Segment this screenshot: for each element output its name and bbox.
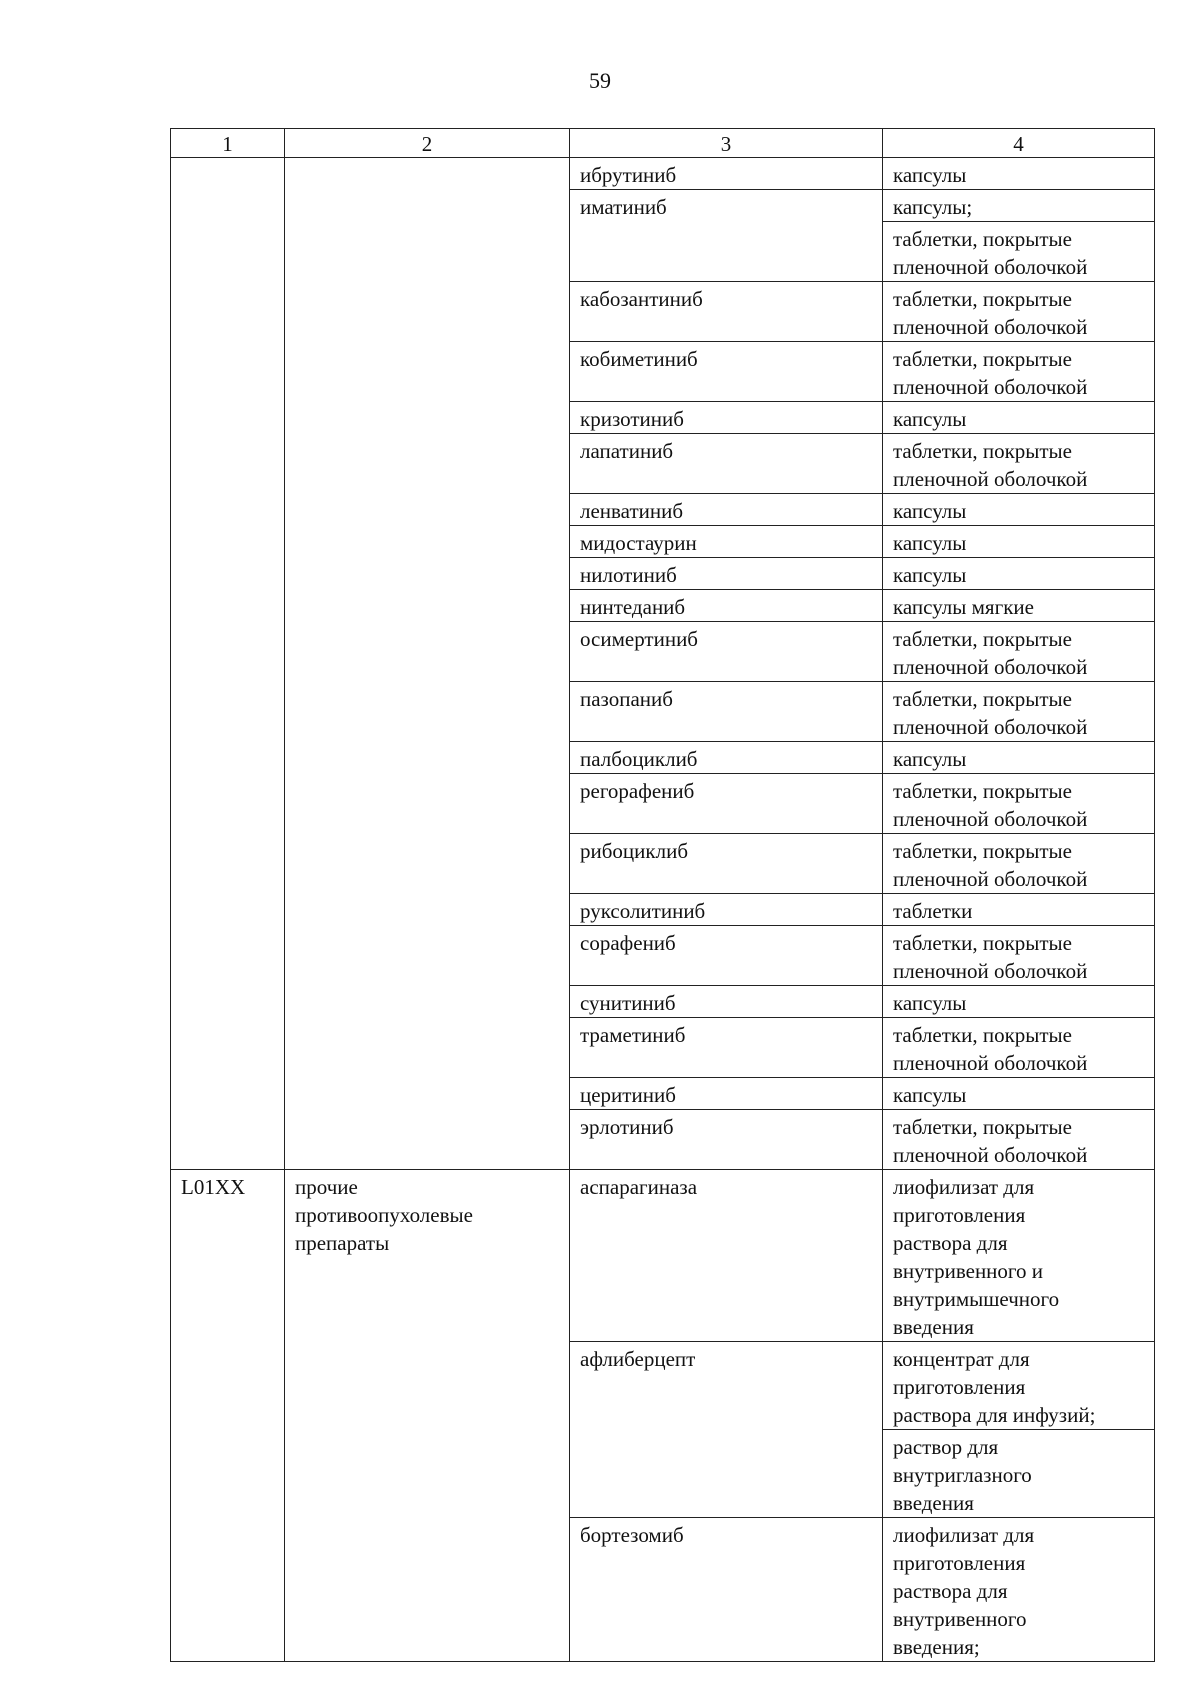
dosage-form-cell: таблетки, покрытые пленочной оболочкой [883,1110,1155,1170]
drug-name-cell: бортезомиб [570,1518,883,1662]
drug-name-cell: мидостаурин [570,526,883,558]
drug-name-cell: церитиниб [570,1078,883,1110]
dosage-form-cell: капсулы мягкие [883,590,1155,622]
dosage-form-cell: таблетки, покрытые пленочной оболочкой [883,682,1155,742]
header-row [171,129,1155,158]
drug-name-cell: сорафениб [570,926,883,986]
dosage-form-cell: таблетки, покрытые пленочной оболочкой [883,282,1155,342]
drug-name-cell: нилотиниб [570,558,883,590]
group-name-cell: прочие противоопухолевые препараты [285,1170,570,1662]
drug-name-cell: руксолитиниб [570,894,883,926]
drug-name-cell: иматиниб [570,190,883,282]
drug-name-cell: пазопаниб [570,682,883,742]
dosage-form-cell: таблетки, покрытые пленочной оболочкой [883,622,1155,682]
dosage-form-cell: капсулы [883,494,1155,526]
drug-name-cell: осимертиниб [570,622,883,682]
drug-name-cell: эрлотиниб [570,1110,883,1170]
drug-name-cell: траметиниб [570,1018,883,1078]
drug-name-cell: лапатиниб [570,434,883,494]
dosage-form-cell: таблетки, покрытые пленочной оболочкой [883,342,1155,402]
dosage-form-cell: капсулы; [883,190,1155,222]
drug-name-cell: ленватиниб [570,494,883,526]
dosage-form-cell: лиофилизат для приготовления раствора для внутривенного и внутримышечного введения [883,1170,1155,1342]
dosage-form-cell: таблетки, покрытые пленочной оболочкой [883,774,1155,834]
dosage-form-cell: капсулы [883,158,1155,190]
dosage-form-cell: капсулы [883,986,1155,1018]
dosage-form-cell: раствор для внутриглазного введения [883,1430,1155,1518]
drug-table [170,128,1155,1662]
page-number: 59 [589,68,611,93]
drug-name-cell: кризотиниб [570,402,883,434]
dosage-form-cell: таблетки, покрытые пленочной оболочкой [883,434,1155,494]
drug-name-cell: регорафениб [570,774,883,834]
dosage-form-cell: таблетки, покрытые пленочной оболочкой [883,834,1155,894]
drug-name-cell: кабозантиниб [570,282,883,342]
dosage-form-cell: капсулы [883,402,1155,434]
drug-name-cell: рибоциклиб [570,834,883,894]
dosage-form-cell: таблетки, покрытые пленочной оболочкой [883,1018,1155,1078]
dosage-form-cell: таблетки, покрытые пленочной оболочкой [883,222,1155,282]
drug-name-cell: нинтеданиб [570,590,883,622]
dosage-form-cell: капсулы [883,558,1155,590]
dosage-form-cell: таблетки [883,894,1155,926]
drug-name-cell: палбоциклиб [570,742,883,774]
drug-name-cell: афлиберцепт [570,1342,883,1518]
dosage-form-cell: капсулы [883,526,1155,558]
drug-name-cell: кобиметиниб [570,342,883,402]
atc-code-cell: L01XX [171,1170,285,1662]
dosage-form-cell: таблетки, покрытые пленочной оболочкой [883,926,1155,986]
dosage-form-cell: концентрат для приготовления раствора для инфузий; [883,1342,1155,1430]
drug-name-cell: сунитиниб [570,986,883,1018]
column-header: 3 [570,129,883,158]
atc-code-cell [171,158,285,1170]
table-row [171,158,1155,190]
dosage-form-cell: капсулы [883,742,1155,774]
group-name-cell [285,158,570,1170]
drug-name-cell: аспарагиназа [570,1170,883,1342]
column-header: 1 [171,129,285,158]
dosage-form-cell: лиофилизат для приготовления раствора для внутривенного введения; [883,1518,1155,1662]
dosage-form-cell: капсулы [883,1078,1155,1110]
column-header: 4 [883,129,1155,158]
drug-name-cell: ибрутиниб [570,158,883,190]
table-row [171,1170,1155,1342]
column-header: 2 [285,129,570,158]
